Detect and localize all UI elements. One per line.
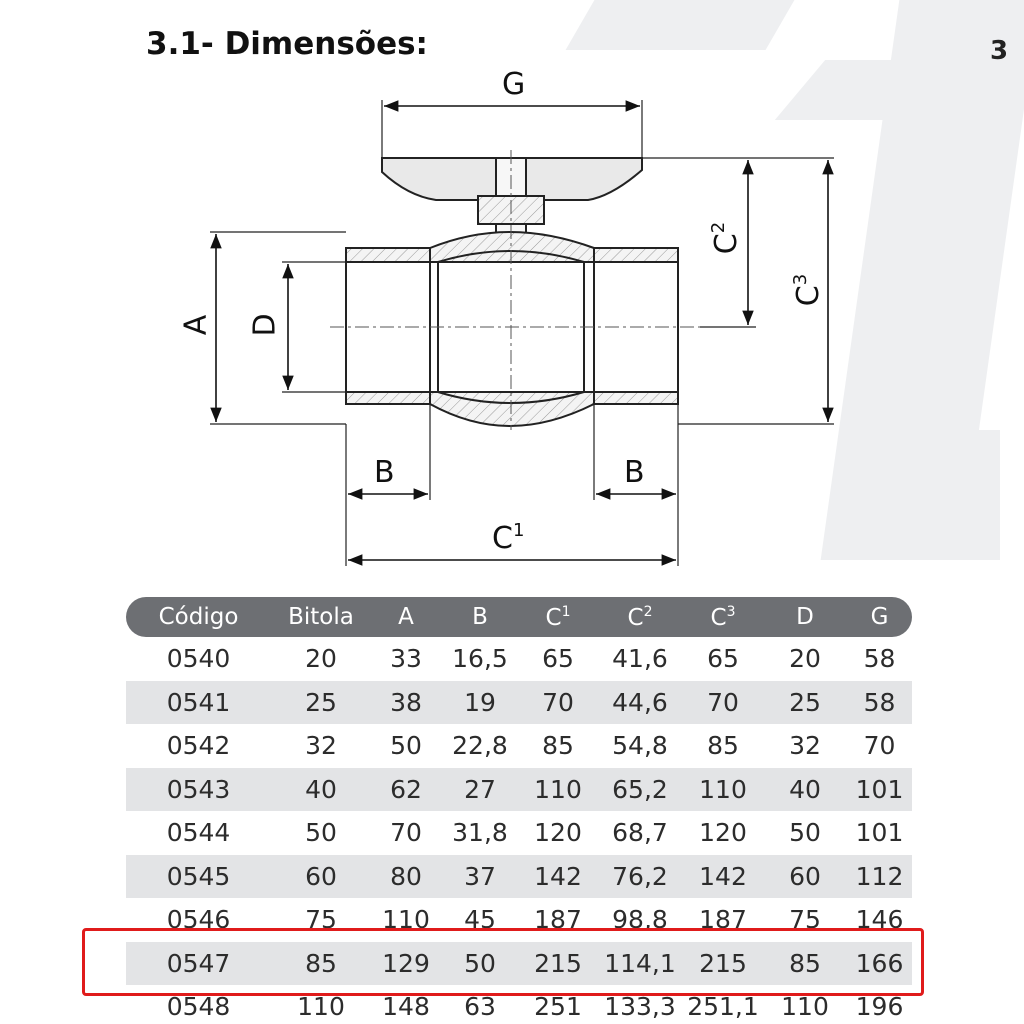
dimensions-table — [126, 597, 912, 1024]
table-cell: 110 — [534, 774, 582, 804]
table-cell: 75 — [789, 905, 821, 935]
table-cell: 196 — [855, 992, 904, 1022]
table-cell: 142 — [699, 861, 747, 891]
table-cell: 85 — [305, 948, 337, 978]
table-cell: 33 — [390, 644, 422, 674]
header-cell: $C^2$ — [627, 603, 653, 631]
header-cell: B — [472, 604, 488, 630]
table-cell: 133,3 — [604, 992, 676, 1022]
dim-label-a: A — [178, 314, 214, 336]
table-cell: 0548 — [166, 992, 231, 1022]
table-row — [126, 724, 912, 768]
dim-label-b-right: B — [624, 455, 645, 490]
table-cell: 110 — [699, 774, 747, 804]
table-cell: 0546 — [166, 905, 231, 935]
table-cell: 41,6 — [612, 644, 668, 674]
table-cell: 27 — [464, 774, 496, 804]
dim-label-c1: $C^1$ — [492, 520, 525, 556]
table-cell: 70 — [542, 687, 574, 717]
table-cell: 45 — [464, 905, 496, 935]
table-row — [126, 855, 912, 899]
table-cell: 22,8 — [452, 731, 508, 761]
table-cell: 251,1 — [687, 992, 759, 1022]
table-cell: 114,1 — [604, 948, 676, 978]
table-cell: 20 — [305, 644, 337, 674]
table-cell: 38 — [390, 687, 422, 717]
table-cell: 215 — [699, 948, 747, 978]
table-cell: 110 — [297, 992, 345, 1022]
table-cell: 54,8 — [612, 731, 668, 761]
table-cell: 215 — [534, 948, 582, 978]
table-cell: 0544 — [166, 818, 231, 848]
table-cell: 0547 — [166, 948, 231, 978]
table-cell: 19 — [464, 687, 496, 717]
section-title: 3.1- Dimensões: — [146, 26, 428, 62]
table-cell: 44,6 — [612, 687, 668, 717]
table-cell: 50 — [464, 948, 496, 978]
dim-label-c2: $C^2$ — [708, 221, 745, 255]
table-cell: 251 — [534, 992, 582, 1022]
table-cell: 0541 — [166, 687, 231, 717]
table-cell: 63 — [464, 992, 496, 1022]
table-cell: 112 — [855, 861, 904, 891]
table-cell: 187 — [699, 905, 747, 935]
dim-label-b-left: B — [374, 455, 395, 490]
table-cell: 120 — [534, 818, 582, 848]
table-cell: 0540 — [166, 644, 231, 674]
table-cell: 68,7 — [612, 818, 668, 848]
table-cell: 129 — [382, 948, 430, 978]
table-cell: 70 — [390, 818, 422, 848]
table-cell: 58 — [863, 644, 896, 674]
table-cell: 58 — [863, 687, 896, 717]
table-row — [126, 898, 912, 942]
table-cell: 50 — [305, 818, 337, 848]
table-row — [126, 681, 912, 725]
table-cell: 110 — [781, 992, 829, 1022]
table-cell: 40 — [305, 774, 337, 804]
table-cell: 75 — [305, 905, 337, 935]
table-cell: 16,5 — [452, 644, 508, 674]
header-cell: A — [398, 604, 414, 630]
table-cell: 142 — [534, 861, 582, 891]
table-cell: 0542 — [166, 731, 231, 761]
table-cell: 146 — [855, 905, 904, 935]
table-cell: 25 — [789, 687, 821, 717]
dim-label-g: G — [502, 67, 526, 102]
header-cell: Código — [158, 604, 239, 630]
table-row — [126, 768, 912, 812]
header-cell: G — [870, 604, 889, 630]
table-cell: 80 — [390, 861, 422, 891]
table-cell: 120 — [699, 818, 747, 848]
table-header-row — [126, 597, 912, 637]
table-cell: 32 — [789, 731, 821, 761]
table-row — [126, 942, 912, 986]
table-row — [126, 811, 912, 855]
table-cell: 110 — [382, 905, 430, 935]
table-cell: 37 — [464, 861, 496, 891]
table-cell: 98,8 — [612, 905, 668, 935]
table-cell: 0543 — [166, 774, 231, 804]
dim-label-c3: $C^3$ — [790, 273, 827, 307]
table-row — [126, 637, 912, 681]
table-cell: 50 — [390, 731, 422, 761]
table-cell: 85 — [542, 731, 574, 761]
table-cell: 31,8 — [452, 818, 508, 848]
table-cell: 166 — [855, 948, 904, 978]
table-cell: 60 — [305, 861, 337, 891]
header-cell: $C^1$ — [545, 603, 571, 631]
header-cell: Bitola — [288, 604, 354, 630]
table-cell: 76,2 — [612, 861, 668, 891]
table-row — [126, 985, 912, 1024]
dim-label-d: D — [247, 313, 283, 337]
table-cell: 70 — [707, 687, 739, 717]
table-cell: 65,2 — [612, 774, 668, 804]
table-cell: 40 — [789, 774, 821, 804]
table-cell: 85 — [789, 948, 821, 978]
table-cell: 60 — [789, 861, 821, 891]
header-cell: D — [796, 604, 814, 630]
table-cell: 65 — [707, 644, 739, 674]
table-cell: 101 — [855, 774, 904, 804]
table-cell: 148 — [382, 992, 430, 1022]
table-cell: 65 — [542, 644, 574, 674]
table-cell: 25 — [305, 687, 337, 717]
table-cell: 70 — [863, 731, 896, 761]
table-cell: 101 — [855, 818, 904, 848]
table-cell: 32 — [305, 731, 337, 761]
table-body — [126, 637, 912, 1024]
table-cell: 20 — [789, 644, 821, 674]
table-cell: 187 — [534, 905, 582, 935]
cut-off-character: 3 — [990, 36, 1009, 66]
table-cell: 50 — [789, 818, 821, 848]
table-cell: 85 — [707, 731, 739, 761]
table-cell: 62 — [390, 774, 422, 804]
header-cell: $C^3$ — [710, 603, 736, 631]
table-cell: 0545 — [166, 861, 231, 891]
